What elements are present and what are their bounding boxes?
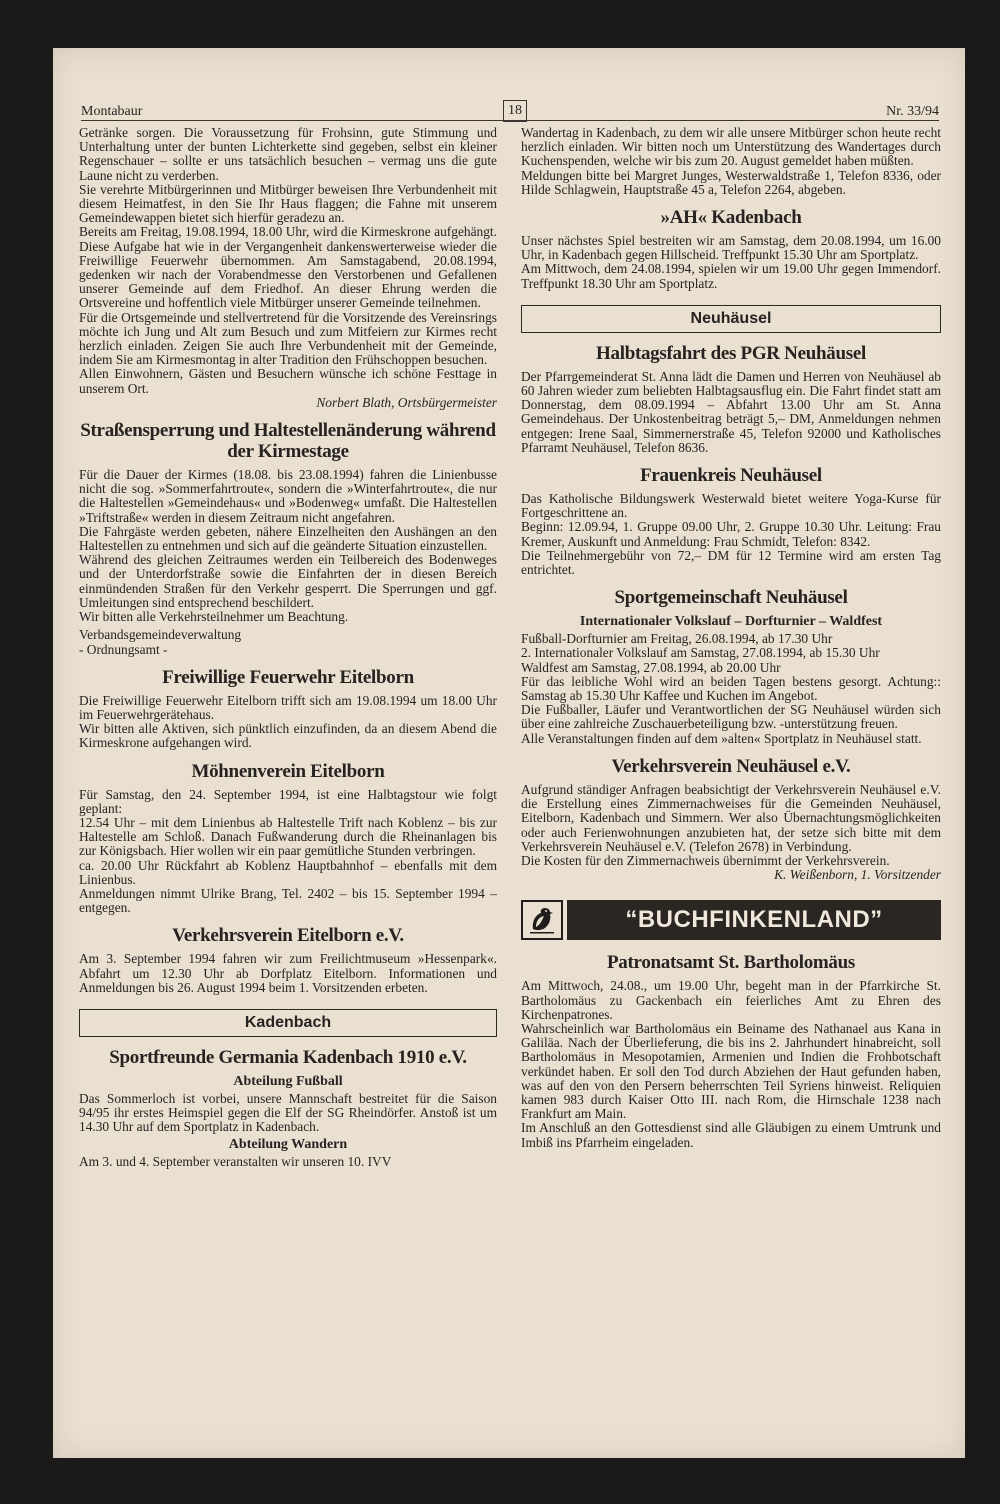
paragraph: Am Mittwoch, dem 24.08.1994, spielen wir um 19.00 Uhr gegen Immendorf. Treffpunkt 18.30 Uhr am Sportplatz.	[521, 261, 941, 291]
banner-title: “BUCHFINKENLAND”	[567, 900, 941, 940]
paragraph: Für die Dauer der Kirmes (18.08. bis 23.08.1994) fahren die Linienbusse nicht die sog. »Sommerfahrtroute«, sondern die »Winterfahrtroute«, die nur die Haltestellen »Gemeindehaus« und »Bodenweg« umfaßt. Die Haltestellen »Triftstraße« werden in diesem Zeitraum nicht angefahren.	[79, 467, 497, 525]
section-bar-neuhaeusel: Neuhäusel	[521, 305, 941, 333]
paragraph: Wir bitten alle Aktiven, sich pünktlich einzufinden, da an diesem Abend die Kirmeskrone aufgehangen wird.	[79, 721, 497, 751]
paragraph: Für die Ortsgemeinde und stellvertretend für die Vorsitzende des Vereinsrings möchte ich Jung und Alt zum Besuch und zum Mitfeiern zur Kirmes recht herzlich einladen. Zeigen Sie auch Ihre Verbundenheit mit der Gemeinde, indem Sie am Kirmesmontag in alter Tradition den Frühschoppen besuchen.	[79, 309, 497, 368]
paragraph: Getränke sorgen. Die Voraussetzung für Frohsinn, gute Stimmung und Unterhaltung unter der bunten Lichterkette sind gegeben, selbst ein kleiner Regenschauer – sollte er uns tatsächlich besuchen – vermag uns die gute Laune nicht zu verderben.	[79, 125, 497, 183]
paragraph: Fußball-Dorfturnier am Freitag, 26.08.1994, ab 17.30 Uhr	[521, 631, 833, 647]
article-title: Freiwillige Feuerwehr Eitelborn	[162, 666, 414, 688]
paragraph: Anmeldungen nimmt Ulrike Brang, Tel. 2402 – bis 15. September 1994 – entgegen.	[79, 885, 497, 916]
article-kirmes-intro	[79, 126, 497, 410]
page-number: 18	[503, 100, 527, 122]
article-title: Verkehrsverein Neuhäusel e.V.	[611, 755, 851, 777]
article-title: »AH« Kadenbach	[660, 207, 802, 229]
signature: K. Weißenborn, 1. Vorsitzender	[774, 867, 941, 883]
article-title: Straßensperrung und Haltestellenänderung während der Kirmestage	[80, 420, 496, 463]
paragraph: Waldfest am Samstag, 27.08.1994, ab 20.00 Uhr	[521, 659, 781, 675]
paragraph: Wir bitten alle Verkehrsteilnehmer um Beachtung.	[79, 609, 349, 625]
paragraph: Der Pfarrgemeinderat St. Anna lädt die Damen und Herren von Neuhäusel ab 60 Jahren wieder zum beliebten Halbtagsausflug ein. Die Fahrt findet statt am Donnerstag, dem 08.09.1994 – Abfahrt 13.00 Uhr am St. Anna Gemeindehaus. Der Unkostenbeitrag beträgt 5,– DM, Anmeldungen nehmen entgegen: Irene Saal, Simmernerstraße 45, Telefon 92000 und Katholisches Pfarramt Neuhäusel, Telefon 8636.	[521, 368, 941, 455]
article-title: Sportfreunde Germania Kadenbach 1910 e.V.	[109, 1046, 467, 1068]
article-sportgemeinschaft	[521, 587, 941, 746]
article-subtitle: Abteilung Wandern	[228, 1136, 348, 1152]
right-column	[521, 126, 941, 1150]
article-subtitle: Abteilung Fußball	[233, 1073, 343, 1089]
buchfinkenland-banner	[521, 900, 941, 942]
article-halbtagsfahrt	[521, 343, 941, 455]
header-town: Montabaur	[81, 104, 143, 119]
article-frauenkreis	[521, 465, 941, 577]
paragraph: Bereits am Freitag, 19.08.1994, 18.00 Uhr, wird die Kirmeskrone aufgehängt. Diese Aufgabe hat wie in der Vergangenheit dankenswerterweise wieder die Freiwillige Feuerwehr übernommen. Am Samstagabend, 20.08.1994, gedenken wir nach der Vorabendmesse den Verstorbenen und Gefallenen unserer Gemeinde auf dem Friedhof. An dieser Ehrung werden die Ortsvereine und hoffentlich viele Mitbürger unserer Gemeinde teilnehmen.	[79, 224, 497, 311]
paragraph: Für Samstag, den 24. September 1994, ist eine Halbtagstour wie folgt geplant:	[79, 786, 497, 816]
article-title: Halbtagsfahrt des PGR Neuhäusel	[596, 342, 866, 364]
paragraph: Meldungen bitte bei Margret Junges, Westerwaldstraße 1, Telefon 8336, oder Hilde Schlagwein, Hauptstraße 45 a, Telefon 2264, abgeben.	[521, 167, 941, 197]
article-title: Frauenkreis Neuhäusel	[640, 465, 822, 487]
paragraph: Während des gleichen Zeitraumes werden ein Teilbereich des Bodenweges und der Unterdorfstraße sowie die Einfahrten der in diesen Bereich einmündenden Straßen für den Verkehr gesperrt. Die Sperrungen und ggf. Umleitungen sind entsprechend beschildert.	[79, 552, 497, 610]
article-ah-kadenbach	[521, 207, 941, 291]
article-patronatsamt	[521, 952, 941, 1149]
paragraph: Die Kosten für den Zimmernachweis übernimmt der Verkehrsverein.	[521, 852, 890, 868]
paragraph: 2. Internationaler Volkslauf am Samstag, 27.08.1994, ab 15.30 Uhr	[521, 645, 880, 661]
newspaper-page	[53, 48, 965, 1458]
article-wandertag	[521, 126, 941, 197]
article-title: Sportgemeinschaft Neuhäusel	[614, 587, 848, 609]
article-moehnenverein	[79, 761, 497, 916]
paragraph: Die Fahrgäste werden gebeten, nähere Einzelheiten den Aushängen an den Haltestellen zu entnehmen und sich auf die geänderte Situation einzustellen.	[79, 523, 497, 554]
paragraph: Wandertag in Kadenbach, zu dem wir alle unsere Mitbürger schon heute recht herzlich einladen. Wir bitten noch um Unterstützung des Wandertages durch Kuchenspenden, welche wir bis zum 20. August gemeldet haben müßten.	[521, 125, 941, 169]
left-column	[79, 126, 497, 1169]
paragraph: Die Teilnehmergebühr von 72,– DM für 12 Termine wird am ersten Tag entrichtet.	[521, 547, 941, 578]
paragraph: Im Anschluß an den Gottesdienst sind alle Gläubigen zu einem Umtrunk und Imbiß ins Pfarrheim eingeladen.	[521, 1120, 941, 1150]
paragraph: Wahrscheinlich war Bartholomäus ein Beiname des Nathanael aus Kana in Galiläa. Nach der Überlieferung, die bis ins 2. Jahrhundert hinabreicht, soll Bartholomäus in Mesopotamien, Armenien und Indien die Frohbotschaft verkündet haben. Er soll den Tod durch Abziehen der Haut gefunden haben, was auf den von den Persern beherrschten Teil Syriens hinweist. Reliquien kamen 983 durch Kaiser Otto III. nach Rom, die Hirnschale 1238 nach Frankfurt am Main.	[521, 1020, 941, 1122]
paragraph: Für das leibliche Wohl wird an beiden Tagen bestens gesorgt. Achtung:: Samstag ab 15.30 Uhr Kaffee und Kuchen im Angebot.	[521, 673, 941, 704]
paragraph: 12.54 Uhr – mit dem Linienbus ab Haltestelle Trift nach Koblenz – bis zur Haltestelle am Schloß. Danach Fußwanderung durch die Rheinanlagen bis zur Königsbach. Hier wollen wir ein paar gemütliche Stunden verbringen.	[79, 814, 497, 859]
issue-number: Nr. 33/94	[886, 104, 939, 119]
paragraph: Sie verehrte Mitbürgerinnen und Mitbürger beweisen Ihre Verbundenheit mit diesem Heimatfest, in den Sie Ihr Haus flaggen; die Fahne mit unserem Gemeindewappen bietet sich hierfür geradezu an.	[79, 181, 497, 226]
article-title: Möhnenverein Eitelborn	[191, 760, 385, 782]
article-subtitle: Internationaler Volkslauf – Dorfturnier – Waldfest	[579, 614, 883, 630]
article-sportfreunde	[79, 1047, 497, 1169]
article-title: Patronatsamt St. Bartholomäus	[607, 952, 855, 974]
paragraph: Das Sommerloch ist vorbei, unsere Mannschaft bestreitet für die Saison 94/95 ihr erstes Heimspiel gegen die Elf der SG Rheindörfer. Anstoß ist um 14.30 Uhr auf dem Sportplatz in Kadenbach.	[79, 1090, 497, 1135]
paragraph: Am 3. September 1994 fahren wir zum Freilichtmuseum »Hessenpark«. Abfahrt um 12.30 Uhr ab Dorfplatz Eitelborn. Informationen und Anmeldungen bis 26. August 1994 beim 1. Vorsitzenden erbeten.	[79, 951, 497, 995]
article-feuerwehr	[79, 667, 497, 751]
paragraph: Am 3. und 4. September veranstalten wir unseren 10. IVV	[79, 1153, 392, 1169]
paragraph: Verbandsgemeindeverwaltung	[79, 627, 242, 643]
paragraph: ca. 20.00 Uhr Rückfahrt ab Koblenz Hauptbahnhof – ebenfalls mit dem Linienbus.	[79, 857, 497, 887]
article-strassensperrung	[79, 420, 497, 657]
paragraph: Die Fußballer, Läufer und Verantwortlichen der SG Neuhäusel würden sich über eine zahlreiche Zuschauerbeteiligung bzw. -unterstützung freuen.	[521, 702, 941, 732]
paragraph: Am Mittwoch, 24.08., um 19.00 Uhr, begeht man in der Pfarrkirche St. Bartholomäus zu Gackenbach ein feierliches Amt zu Ehren des Kirchenpatrones.	[521, 978, 941, 1022]
signature: Norbert Blath, Ortsbürgermeister	[316, 394, 497, 410]
paragraph: Allen Einwohnern, Gästen und Besuchern wünsche ich schöne Festtage in unserem Ort.	[79, 366, 497, 396]
paragraph: Unser nächstes Spiel bestreiten wir am Samstag, dem 20.08.1994, um 16.00 Uhr, in Kadenbach gegen Hillscheid. Treffpunkt 15.30 Uhr am Sportplatz.	[521, 233, 941, 263]
bird-icon	[521, 900, 563, 940]
paragraph: - Ordnungsamt -	[79, 641, 168, 657]
article-title: Verkehrsverein Eitelborn e.V.	[172, 925, 404, 947]
article-verkehrsverein-eitelborn	[79, 925, 497, 995]
paragraph: Das Katholische Bildungswerk Westerwald bietet weitere Yoga-Kurse für Fortgeschrittene an.	[521, 491, 941, 521]
paragraph: Die Freiwillige Feuerwehr Eitelborn trifft sich am 19.08.1994 um 18.00 Uhr im Feuerwehrgerätehaus.	[79, 692, 497, 722]
paragraph: Beginn: 12.09.94, 1. Gruppe 09.00 Uhr, 2. Gruppe 10.30 Uhr. Leitung: Frau Kremer, Auskunft und Anmeldung: Frau Schmidt, Telefon: 8342.	[521, 519, 941, 549]
header-rule	[81, 120, 939, 121]
paragraph: Alle Veranstaltungen finden auf dem »alten« Sportplatz in Neuhäusel statt.	[521, 730, 922, 746]
paragraph: Aufgrund ständiger Anfragen beabsichtigt der Verkehrsverein Neuhäusel e.V. die Erstellung eines Zimmernachweises für die Gemeinden Neuhäusel, Eitelborn, Kadenbach und Simmern. Wer also Übernachtungsmöglichkeiten oder auch Ferienwohnungen anzubieten hat, der setze sich bitte mit dem Verkehrsverein Neuhäusel e.V. (Telefon 2678) in Verbindung.	[521, 781, 941, 854]
section-bar-kadenbach: Kadenbach	[79, 1009, 497, 1037]
article-verkehrsverein-neuhaeusel	[521, 756, 941, 882]
